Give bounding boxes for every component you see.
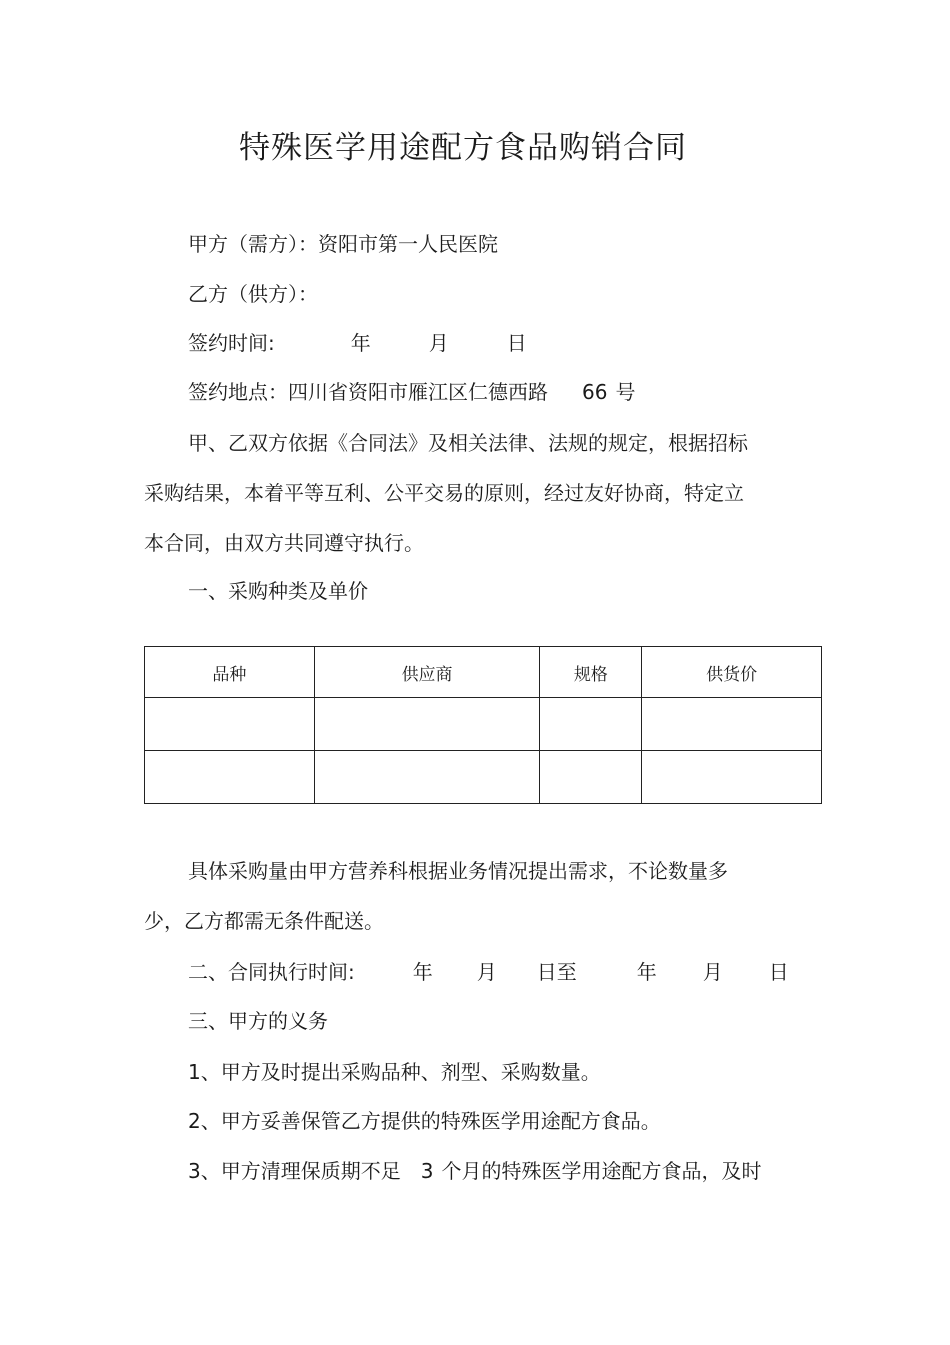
quantity-note-line-1: 具体采购量由甲方营养科根据业务情况提出需求，不论数量多 [188, 859, 728, 883]
sign-time-label: 签约时间: [188, 331, 275, 355]
title-text: 特殊医学用途配方食品购销合同 [239, 130, 687, 166]
section-2-day2: 日 [768, 960, 789, 984]
quantity-note-line-2: 少，乙方都需无条件配送。 [144, 909, 384, 933]
obligation-3-number: 3 [420, 1159, 434, 1183]
table-cell [145, 751, 315, 804]
sign-place-text: 签约地点：四川省资阳市雁江区仁德西路 [188, 380, 548, 404]
section-2-year2: 年 [636, 960, 657, 984]
sign-place-suffix: 号 [615, 380, 636, 404]
obligation-3-prefix: 3、甲方清理保质期不足 [188, 1159, 401, 1183]
table-row [145, 751, 822, 804]
section-2-line [188, 958, 789, 986]
table-cell [145, 698, 315, 751]
document-title [0, 122, 950, 167]
intro-line-2: 采购结果，本着平等互利、公平交易的原则，经过友好协商，特定立 [144, 481, 744, 505]
table-header-cell: 规格 [540, 647, 642, 698]
table-header-cell: 品种 [145, 647, 315, 698]
obligation-3-suffix: 个月的特殊医学用途配方食品，及时 [441, 1159, 762, 1183]
table-cell [540, 698, 642, 751]
obligation-2: 2、甲方妥善保管乙方提供的特殊医学用途配方食品。 [188, 1109, 661, 1133]
section-2-month1: 月 [476, 960, 497, 984]
sign-place-line [188, 378, 635, 406]
intro-line-3: 本合同，由双方共同遵守执行。 [144, 531, 424, 555]
section-2-month2: 月 [702, 960, 723, 984]
table-cell [314, 751, 540, 804]
section-2-day1-to: 日至 [536, 960, 577, 984]
table-cell [642, 698, 822, 751]
table-header-cell: 供应商 [314, 647, 540, 698]
table-header-row [145, 647, 822, 698]
table-row [145, 698, 822, 751]
obligation-3 [188, 1157, 761, 1185]
sign-time-month: 月 [428, 331, 449, 355]
obligation-1: 1、甲方及时提出采购品种、剂型、采购数量。 [188, 1060, 601, 1084]
party-b-line: 乙方（供方）： [188, 282, 318, 306]
party-a-line: 甲方（需方）：资阳市第一人民医院 [188, 232, 498, 256]
section-2-label: 二、合同执行时间: [188, 960, 355, 984]
section-2-year1: 年 [412, 960, 433, 984]
section-1-heading: 一、采购种类及单价 [188, 579, 368, 603]
section-3-heading: 三、甲方的义务 [188, 1009, 328, 1033]
table-header-cell: 供货价 [642, 647, 822, 698]
sign-time-year: 年 [350, 331, 371, 355]
table-cell [314, 698, 540, 751]
sign-time-line [188, 329, 527, 357]
sign-place-number: 66 [582, 380, 608, 404]
intro-line-1: 甲、乙双方依据《合同法》及相关法律、法规的规定，根据招标 [188, 431, 748, 455]
purchase-table [144, 646, 822, 804]
sign-time-day: 日 [506, 331, 527, 355]
table-cell [540, 751, 642, 804]
table-cell [642, 751, 822, 804]
